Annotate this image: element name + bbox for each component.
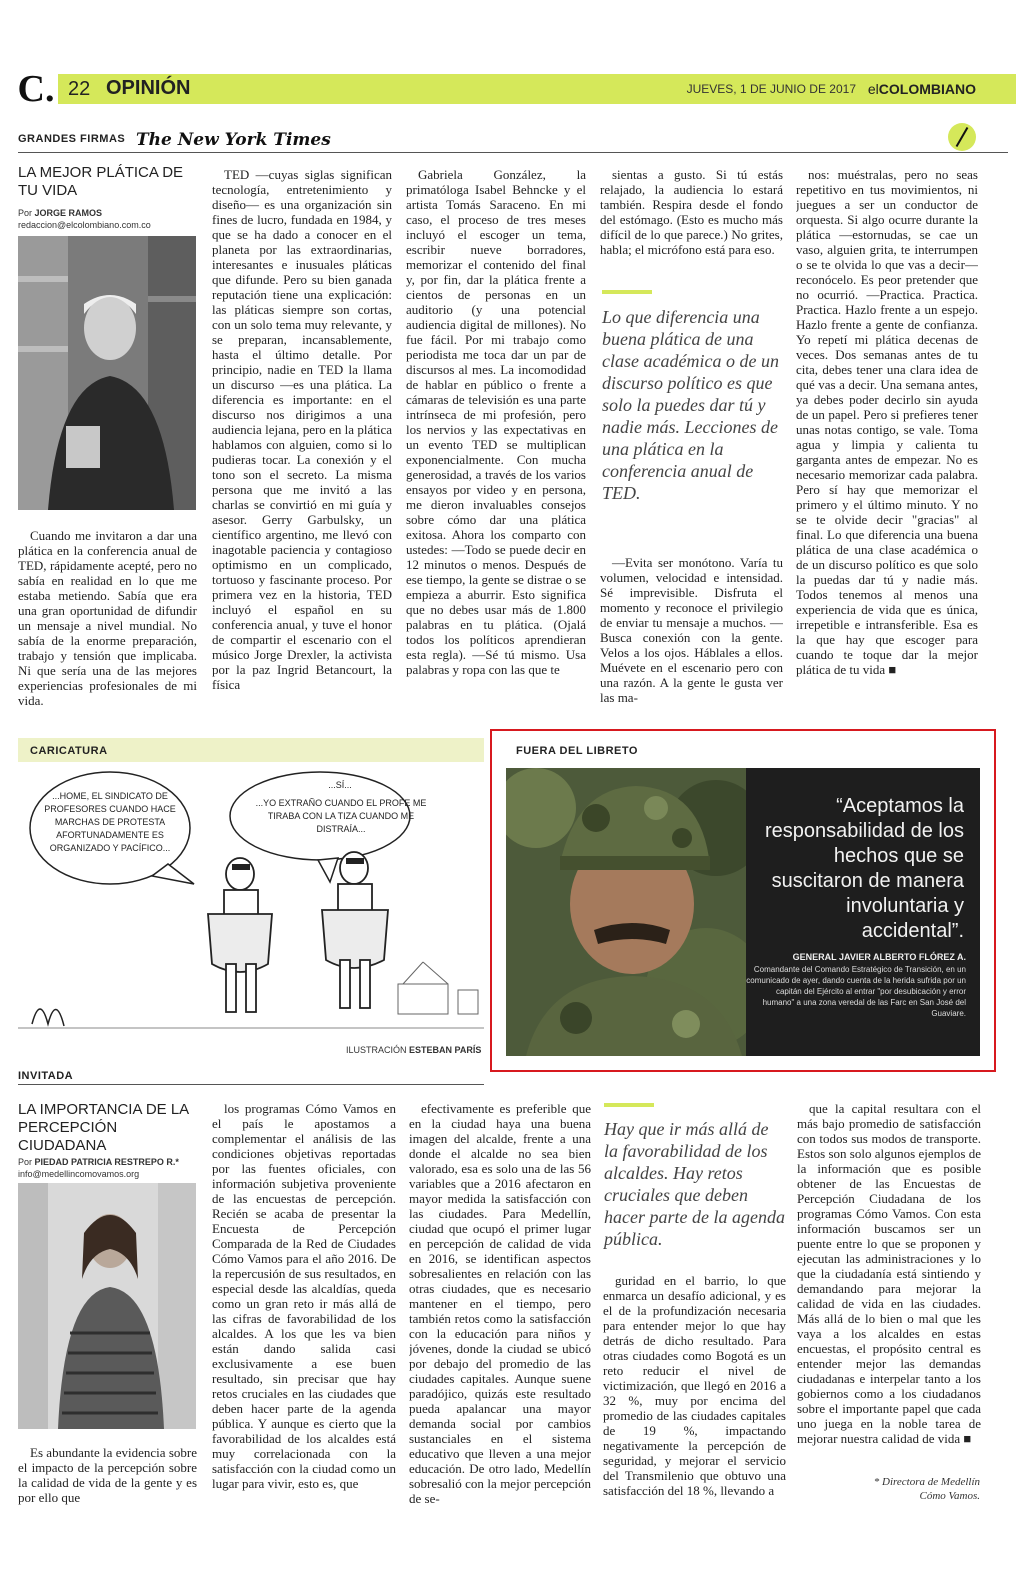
byline-prefix: Por <box>18 208 33 218</box>
author-note-1: * Directora de Medellín <box>873 1476 980 1488</box>
section-header-band <box>17 68 1016 110</box>
top-article-col-4a <box>600 167 783 269</box>
top-kicker: GRANDES FIRMAS <box>18 133 126 145</box>
cartoon-bubble-right-text: ...YO EXTRAÑO CUANDO EL PROFE ME TIRABA CON LA TIZA CUANDO ME DISTRAÍA... <box>255 798 427 834</box>
cartoon-bubble-right-top: ...SÍ... <box>328 780 352 790</box>
bottom-article-title: LA IMPORTANCIA DE LA PERCEPCIÓN CIUDADANA <box>18 1101 189 1154</box>
author-photo <box>18 1183 196 1429</box>
bottom-divider <box>18 1084 484 1085</box>
author-name: JORGE RAMOS <box>34 208 103 218</box>
author-email: redaccion@elcolombiano.com.co <box>18 220 151 230</box>
top-article-col-2 <box>212 167 392 713</box>
bottom-pull-quote: Hay que ir más allá de la favorabilidad de los alcaldes. Hay retos cruciales que deben hacer parte de la agenda pública. <box>604 1119 785 1249</box>
newspaper-name <box>868 81 976 97</box>
cartoon-bubble-left-text: ...HOME, EL SINDICATO DE PROFESORES CUANDO HACE MARCHAS DE PROTESTA AFORTUNADAMENTE ES ORGANIZADO Y PACÍFICO... <box>44 791 176 853</box>
author-note-2: Cómo Vamos. <box>919 1490 980 1502</box>
cartoon-credit <box>346 1045 481 1055</box>
libreto-kicker: FUERA DEL LIBRETO <box>516 745 638 757</box>
issue-date: JUEVES, 1 DE JUNIO DE 2017 <box>686 82 856 96</box>
speaker-name: GENERAL JAVIER ALBERTO FLÓREZ A. <box>792 952 966 962</box>
partner-logo: The New York Times <box>136 130 331 150</box>
pull-quote-accent <box>604 1103 654 1107</box>
paragraph: que la capital resultara con el más bajo promedio de satisfacción con todos sus modos de transporte. Estos son solo algunos ejemplos de la información que es posible obtener de las Encuestas de Percepción Ciudadana de los programas Cómo Vamos. Con esta información buscamos ser un puente entre lo que se proponen y ejecutan las administraciones y lo que la ciudadanía está sintiendo y demandando para mejorar la calidad de vida en las ciudades. Más allá de lo bien o mal que les vaya a los alcaldes en estas encuestas, el propósito central es entender mejor las demandas ciudadanas e interpelar tanto a los gobiernos como a los ciudadanos sobre el importante papel que cada uno juega en la noble tarea de mejorar nuestra calidad de vida ■ <box>797 1101 981 1446</box>
bottom-article-col-4 <box>603 1273 786 1507</box>
speaker-description: Comandante del Comando Estratégico de Transición, en un comunicado de ayer, dando cuenta de la herida sufrida por un capitán del Ejército al entrar "por desubicación y error humano" a una zona veredal de las Farc en San José del Guaviare. <box>746 965 966 1018</box>
bottom-article-byline <box>18 1156 179 1168</box>
top-article-title: LA MEJOR PLÁTICA DE TU VIDA <box>18 164 184 199</box>
author-name: PIEDAD PATRICIA RESTREPO R.* <box>34 1157 179 1167</box>
byline-prefix: Por <box>18 1157 33 1167</box>
credit-name: ESTEBAN PARÍS <box>409 1045 482 1055</box>
newspaper-logo: C. <box>14 68 58 110</box>
cartoon-kicker: CARICATURA <box>30 745 108 757</box>
bottom-article-col-1 <box>18 1445 197 1507</box>
paragraph: nos: muéstralas, pero no seas repetitivo en tus movimientos, ni juegues a ser un conductor de orquesta. Si algo ocurre durante la plática —estornudas, se cae un vaso, alguien grita, te interrumpen o se te olvida lo que vas a decir— reconócelo. Es peor pretender que no ocurrió. —Practica. Practica. Practica. Hazlo frente a un espejo. Hazlo frente a gente de confianza. Yo repetí mi plática decenas de veces. Dos semanas antes de tu cita, debes tener una clara idea de qué vas a decir. Una semana antes, ya debes poder decirlo sin ayuda de un papel. Pero si prefieres tener unas notas contigo, se vale. Toma agua y limpia y calienta tu garganta antes de empezar. No es necesario memorizar cada palabra. Pero sí hay que memorizar el primero y el último minuto. Y no se te olvide decir "gracias" al final. Lo que diferencia una buena plática de una clase académica o de un discurso político es que solo la puedas dar tú y nadie más. Todos tenemos al menos una experiencia de vida que es única, irrepetible e intransferible. Esa es la que hay que escoger para cuando te toque dar la mejor plática de tu vida ■ <box>796 167 978 677</box>
pull-quote-accent <box>602 290 652 294</box>
section-title: OPINIÓN <box>106 77 191 99</box>
top-article-col-1 <box>18 528 197 713</box>
credit-prefix: ILUSTRACIÓN <box>346 1045 407 1055</box>
author-photo <box>18 236 196 510</box>
paragraph: Cuando me invitaron a dar una plática en la conferencia anual de TED, rápidamente acepté, pero no sabía en realidad en lo que me estaba metiendo. Sabía que era una gran oportunidad de difundir un mensaje a nivel mundial. No sabía de la enorme preparación, trabajo y tensión que implicaba. Ni que sería una de las mejores experiencias profesionales de mi vida. <box>18 528 197 708</box>
bottom-article-col-2 <box>212 1101 396 1507</box>
top-pull-quote: Lo que diferencia una buena plática de una clase académica o de un discurso político es que solo la puedes dar tú y nadie más. Lecciones de una plática en la conferencia anual de TED. <box>602 307 779 503</box>
author-email: info@medellincomovamos.org <box>18 1169 140 1179</box>
bottom-article-col-5 <box>797 1101 981 1473</box>
top-article-col-4b <box>600 555 783 713</box>
newspaper-name-main: COLOMBIANO <box>878 81 976 97</box>
bottom-kicker: INVITADA <box>18 1070 74 1082</box>
bottom-article-col-3 <box>409 1101 591 1507</box>
pen-icon <box>948 123 976 151</box>
page-number: 22 <box>68 78 91 100</box>
paragraph: Es abundante la evidencia sobre el impacto de la percepción sobre la calidad de vida de la gente y es por ello que <box>18 1445 197 1505</box>
paragraph: Gabriela González, la primatóloga Isabel Behncke y el artista Tomás Saraceno. En mi caso, el proceso de tres meses incluyó el escoger un tema, escribir nueve borradores, memorizar el contenido del final y, por fin, dar la plática frente a cientos de personas en un auditorio (y una potencial audiencia digital de millones). No fue fácil. Por mi trabajo como periodista me toca dar un par de discursos al mes. La incomodidad de hablar en público o frente a cámaras de televisión es una parte intrínseca de mi profesión, pero los nervios y las expectativas en un evento TED se multiplican exponencialmente. Con mucha generosidad, a través de los varios ensayos por video y en persona, me dieron invaluables consejos sobre cómo dar una plática exitosa. Ahora los comparto con ustedes: —Todo se puede decir en 12 minutos o menos. Después de ese tiempo, la gente se distrae o se empieza a aburrir. Esto significa que no debes usar más de 1.800 palabras en tu plática. (Ojalá todos los políticos aprendieran esta regla). —Sé tú mismo. Usa palabras y ropa con las que te <box>406 167 586 677</box>
paragraph: efectivamente es preferible que en la ciudad haya una buena imagen del alcalde, frente a una donde el alcalde no sea bien valorado, esa es solo una de las 56 variables que a 2016 afectaron en mayor medida la satisfacción con las ciudades. Para Medellín, ciudad que ocupó el primer lugar en percepción de calidad de vida en 2016, se identifican aspectos sobresalientes en relación con las otras ciudades, que es necesario mantener en el tiempo, pero también retos como la satisfacción con la educación para niños y jóvenes, donde la ciudad se ubicó por debajo del promedio de las ciudades capitales. Aunque suene paradójico, quizás este resultado pueda apalancar una mayor demanda social por cambios sustanciales en el sistema educativo que lleven a una mejor educación. De otro lado, Medellín sobresalió con la mejor percepción de se- <box>409 1101 591 1506</box>
paragraph: los programas Cómo Vamos en el país le apostamos a complementar el análisis de las condiciones objetivas reportadas por las fuentes oficiales, con información subjetiva proveniente de las encuestas de percepción. Recién se acaba de presentar la Encuesta de Percepción Comparada de la Red de Ciudades Cómo Vamos para el año 2016. De la repercusión de sus resultados, en especial desde las alcaldías, queda como un gran reto ir más allá de las cifras de favorabilidad de los alcaldes. A los que les va bien están dando salida casi exclusivamente a ese buen resultado, sin precisar que hay retos cruciales en las ciudades que deben hacer parte de la agenda pública. Y aunque es cierto que la favorabilidad de los alcaldes está muy correlacionada con la satisfacción con la ciudad como un lugar para vivir, esto es, que <box>212 1101 396 1491</box>
top-article-col-3 <box>406 167 586 713</box>
newspaper-name-prefix: el <box>867 81 879 97</box>
paragraph: sientas a gusto. Si tú estás relajado, la audiencia lo estará también. Respira desde el fondo del estómago. (Esto es mucho más difícil de lo que parece.) No grites, habla; el micrófono está para eso. <box>600 167 783 257</box>
general-photo <box>506 768 746 1056</box>
libreto-quote: “Aceptamos la responsabilidad de los hechos que se suscitaron de manera involuntaria y accidental”. <box>764 795 964 942</box>
top-divider <box>18 152 1008 153</box>
paragraph: —Evita ser monótono. Varía tu volumen, velocidad e intensidad. Sé imprevisible. Disfruta el momento y reconoce el privilegio de enviar tu mensaje a muchos. —Busca conexión con la gente. Velos a los ojos. Háblales a ellos. Muévete en el escenario pero con una razón. A la gente le gusta ver las ma- <box>600 555 783 705</box>
paragraph: guridad en el barrio, lo que enmarca un desafío adicional, y es el de la profundización necesaria para entender mejor lo que hay detrás de dicho resultado. Para otras ciudades como Bogotá es un reto reducir el nivel de victimización, que llegó en 2016 a 32 %, muy por encima del promedio de las ciudades capitales de 19 %, impactando negativamente la percepción de seguridad, y mejorar el servicio del Transmilenio que obtuvo una satisfacción del 18 %, llevando a <box>603 1273 786 1498</box>
top-article-col-5 <box>796 167 978 713</box>
paragraph: TED —cuyas siglas significan tecnología, entretenimiento y diseño— es una organización sin fines de lucro, fundada en 1984, y que se ha dado a conocer en el planeta por las extraordinarias, interesantes e inusuales pláticas que difunde. Pero su bien ganada reputación tiene una explicación: las pláticas siempre son cortas, con un solo tema muy relevante, y se preparan, incansablemente, hasta el último detalle. Por principio, nadie en TED la llama un discurso —es una plática. La diferencia es importante: en el discurso nos dirigimos a una audiencia lejana, pero en la plática hablamos con alguien, como si lo pudieras tocar. La conexión y el tono son el secreto. La misma persona que me invitó a las charlas se convirtió en mi guía y asesor. Gerry Garbulsky, un científico argentino, me llevó con inagotable paciencia y contagioso optimismo en un complicado, tortuoso y fascinante proceso. Por primera vez en la historia, TED incluyó el español en su conferencia anual, y tuve el honor de compartir el escenario con el músico Jorge Drexler, la activista por la paz Ingrid Betancourt, la física <box>212 167 392 692</box>
top-article-byline <box>18 207 102 219</box>
